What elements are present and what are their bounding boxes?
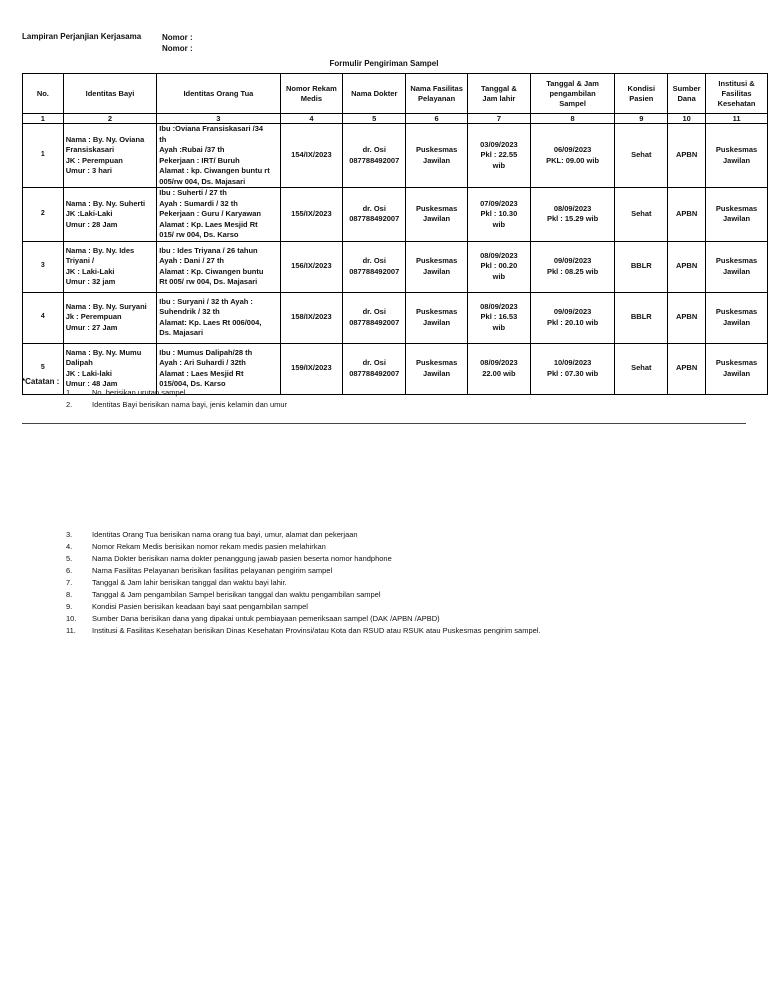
parent-identity-cell — [157, 124, 280, 188]
birth-datetime-cell-line: Pkl : 22.55 — [480, 150, 518, 160]
column-header — [530, 74, 615, 114]
nomor-block — [162, 32, 193, 54]
notes-list-part1 — [66, 387, 287, 411]
birth-datetime-cell-line: wib — [492, 219, 506, 229]
doctor-cell-line: 087788492007 — [349, 317, 400, 327]
facility-cell-line: Puskesmas — [415, 145, 458, 154]
column-header-line: Identitas Bayi — [85, 88, 135, 98]
baby-identity-cell-line: Jk : Perempuan — [65, 312, 122, 322]
baby-identity-cell-line: JK : Perempuan — [65, 155, 123, 165]
note-item — [66, 541, 541, 553]
note-item — [66, 553, 541, 565]
doctor-cell — [343, 343, 406, 394]
facility-cell-line: Puskesmas — [415, 307, 458, 316]
doctor-cell-line: 087788492007 — [349, 214, 400, 224]
institution-cell-line: Jawilan — [723, 266, 751, 276]
doctor-cell-line: dr. Osi — [362, 358, 386, 367]
form-title: Formulir Pengiriman Sampel — [329, 59, 439, 68]
baby-identity-cell-line: JK :Laki-Laki — [65, 209, 113, 218]
baby-identity-cell-line: JK : Laki-Laki — [65, 266, 115, 276]
note-number: 6. — [66, 566, 73, 575]
medical-record-cell: 154/IX/2023 — [280, 124, 343, 188]
facility-cell — [406, 292, 468, 343]
lampiran-label: Lampiran Perjanjian Kerjasama — [22, 32, 142, 41]
sample-datetime-cell — [530, 124, 615, 188]
birth-datetime-cell-line: 07/09/2023 — [480, 198, 518, 208]
baby-identity-cell-line: Nama : By. Ny. Ides — [65, 245, 135, 255]
column-header-line: Pelayanan — [418, 93, 456, 103]
column-header — [706, 74, 768, 114]
column-header-line: pengambilan — [549, 88, 596, 98]
note-text: Nama Dokter berisikan nama dokter penanggung jawab pasien beserta nomor handphone — [92, 554, 392, 563]
parent-identity-cell-line: Ayah : Ari Suhardi / 32th — [159, 358, 246, 367]
column-header-line: Institusi & — [718, 78, 755, 88]
facility-cell — [406, 188, 468, 242]
sample-datetime-cell-line: PKL: 09.00 wib — [546, 155, 600, 165]
sample-datetime-cell — [530, 292, 615, 343]
note-number: 10. — [66, 614, 77, 623]
column-header-line: Jam lahir — [482, 93, 516, 103]
column-header-line: Identitas Orang Tua — [183, 88, 254, 98]
parent-identity-cell-line: Ds. Majasari — [159, 328, 204, 337]
note-number: 2. — [66, 400, 73, 409]
column-header — [668, 74, 706, 114]
birth-datetime-cell-line: Pkl : 00.20 — [480, 261, 518, 271]
row-number: 3 — [23, 241, 64, 292]
parent-identity-cell-line: 015/ rw 004, Ds. Karso — [159, 230, 239, 239]
birth-datetime-cell-line: 22.00 wib — [482, 368, 516, 378]
column-header-line: Medis — [300, 93, 323, 103]
parent-identity-cell-line: Ibu : Suherti / 27 th — [159, 188, 227, 197]
column-header-line: Nomor Rekam — [285, 83, 337, 93]
funding-source-cell: APBN — [668, 292, 706, 343]
column-number: 11 — [706, 114, 768, 124]
birth-datetime-cell — [468, 343, 531, 394]
note-text: Identitas Bayi berisikan nama bayi, jenis kelamin dan umur — [92, 400, 288, 409]
note-text: No. berisikan urutan sampel — [92, 388, 186, 397]
baby-identity-cell-line: Triyani / — [65, 256, 95, 265]
doctor-cell — [343, 124, 406, 188]
baby-identity-cell-line: Umur : 28 Jam — [65, 219, 118, 229]
patient-condition-cell: Sehat — [615, 343, 668, 394]
note-item — [66, 529, 541, 541]
sample-datetime-cell — [530, 188, 615, 242]
parent-identity-cell-line: Rt 005/ rw 004, Ds. Majasari — [159, 277, 258, 286]
facility-cell-line: Puskesmas — [415, 358, 458, 367]
note-item — [66, 565, 541, 577]
institution-cell-line: Puskesmas — [715, 307, 758, 316]
nomor-line: Nomor : — [162, 33, 193, 42]
note-number: 7. — [66, 578, 73, 587]
birth-datetime-cell-line: wib — [492, 271, 506, 281]
sample-datetime-cell-line: Pkl : 20.10 wib — [546, 317, 599, 327]
birth-datetime-cell-line: Pkl : 10.30 — [480, 209, 518, 218]
column-number-row — [23, 114, 768, 124]
parent-identity-cell-line: th — [159, 134, 167, 144]
note-item — [66, 625, 541, 637]
birth-datetime-cell-line: 08/09/2023 — [480, 358, 518, 367]
baby-identity-cell-line: Umur : 27 Jam — [65, 322, 118, 332]
parent-identity-cell — [157, 241, 280, 292]
baby-identity-cell-line: Fransiskasari — [65, 145, 115, 154]
baby-identity-cell-line: Nama : By. Ny. Suryani — [65, 301, 147, 311]
doctor-cell — [343, 188, 406, 242]
parent-identity-cell-line: Pekerjaan : Guru / Karyawan — [159, 209, 261, 218]
baby-identity-cell — [63, 124, 157, 188]
facility-cell-line: Jawilan — [423, 317, 451, 327]
parent-identity-cell — [157, 292, 280, 343]
institution-cell-line: Jawilan — [723, 214, 751, 224]
birth-datetime-cell — [468, 188, 531, 242]
baby-identity-cell — [63, 292, 157, 343]
birth-datetime-cell — [468, 292, 531, 343]
institution-cell-line: Puskesmas — [715, 358, 758, 367]
note-text: Nomor Rekam Medis berisikan nomor rekam medis pasien melahirkan — [92, 542, 326, 551]
note-text: Sumber Dana berisikan dana yang dipakai untuk pembiayaan pemeriksaan sampel (DAK /APBN /APBD) — [92, 614, 440, 623]
column-header — [23, 74, 64, 114]
doctor-cell-line: 087788492007 — [349, 155, 400, 165]
birth-datetime-cell-line: 08/09/2023 — [480, 250, 518, 260]
institution-cell-line: Puskesmas — [715, 256, 758, 265]
facility-cell-line: Jawilan — [423, 368, 451, 378]
row-number: 5 — [23, 343, 64, 394]
doctor-cell-line: dr. Osi — [362, 307, 386, 316]
baby-identity-cell-line: Umur : 48 Jam — [65, 379, 118, 388]
institution-cell-line: Jawilan — [723, 155, 751, 165]
column-header — [280, 74, 343, 114]
facility-cell — [406, 124, 468, 188]
note-number: 3. — [66, 530, 73, 539]
parent-identity-cell-line: Ibu : Ides Triyana / 26 tahun — [159, 245, 258, 255]
column-header-line: Nama Fasilitas — [410, 83, 463, 93]
row-number: 4 — [23, 292, 64, 343]
parent-identity-cell-line: Alamat : kp. Ciwangen buntu rt — [159, 166, 270, 175]
doctor-cell-line: dr. Osi — [362, 203, 386, 213]
sample-datetime-cell-line: Pkl : 07.30 wib — [546, 368, 599, 378]
birth-datetime-cell-line: wib — [492, 160, 506, 170]
doctor-cell-line: 087788492007 — [349, 266, 400, 276]
parent-identity-cell-line: Ibu : Mumus Dalipah/28 th — [159, 347, 253, 357]
note-number: 8. — [66, 590, 73, 599]
column-header — [406, 74, 468, 114]
birth-datetime-cell-line: wib — [492, 322, 506, 332]
birth-datetime-cell-line: 03/09/2023 — [480, 139, 518, 149]
facility-cell — [406, 343, 468, 394]
column-header — [615, 74, 668, 114]
facility-cell-line: Jawilan — [423, 155, 451, 165]
table-row — [23, 292, 768, 343]
column-header-line: Kondisi — [627, 83, 656, 93]
table-row — [23, 241, 768, 292]
sample-datetime-cell-line: 06/09/2023 — [553, 145, 592, 154]
row-number: 1 — [23, 124, 64, 188]
institution-cell — [706, 241, 768, 292]
column-header-line: Sumber — [672, 83, 701, 93]
parent-identity-cell-line: Alamat : Kp. Laes Mesjid Rt — [159, 219, 258, 229]
column-header — [468, 74, 531, 114]
column-number: 8 — [530, 114, 615, 124]
funding-source-cell: APBN — [668, 343, 706, 394]
column-number: 4 — [280, 114, 343, 124]
parent-identity-cell-line: 005/rw 004, Ds. Majasari — [159, 176, 246, 186]
note-number: 5. — [66, 554, 73, 563]
note-item — [66, 613, 541, 625]
table-row — [23, 124, 768, 188]
column-header-line: Pasien — [629, 93, 654, 103]
institution-cell-line: Puskesmas — [715, 203, 758, 213]
facility-cell-line: Jawilan — [423, 214, 451, 224]
note-text: Tanggal & Jam lahir berisikan tanggal dan waktu bayi lahir. — [92, 578, 287, 587]
facility-cell-line: Jawilan — [423, 266, 451, 276]
sample-datetime-cell-line: 09/09/2023 — [553, 256, 592, 265]
parent-identity-cell-line: Alamat : Laes Mesjid Rt — [159, 368, 244, 378]
patient-condition-cell: Sehat — [615, 124, 668, 188]
parent-identity-cell-line: Pekerjaan : IRT/ Buruh — [159, 155, 240, 165]
column-header-line: No. — [36, 88, 49, 98]
baby-identity-cell — [63, 241, 157, 292]
institution-cell-line: Puskesmas — [715, 145, 758, 154]
note-item — [66, 387, 287, 399]
parent-identity-cell-line: 015/004, Ds. Karso — [159, 379, 226, 388]
sample-datetime-cell-line: 09/09/2023 — [553, 307, 592, 316]
column-number: 7 — [468, 114, 531, 124]
patient-condition-cell: BBLR — [615, 292, 668, 343]
baby-identity-cell-line: Umur : 3 hari — [65, 166, 112, 175]
column-number: 1 — [23, 114, 64, 124]
note-text: Nama Fasilitas Pelayanan berisikan fasilitas pelayanan pengirim sampel — [92, 566, 333, 575]
parent-identity-cell-line: Ayah : Dani / 27 th — [159, 256, 225, 265]
facility-cell-line: Puskesmas — [415, 256, 458, 265]
institution-cell — [706, 188, 768, 242]
note-item — [66, 577, 541, 589]
institution-cell-line: Jawilan — [723, 368, 751, 378]
column-header-line: Nama Dokter — [351, 88, 398, 98]
birth-datetime-cell — [468, 241, 531, 292]
doctor-cell — [343, 241, 406, 292]
column-number: 2 — [63, 114, 157, 124]
institution-cell-line: Jawilan — [723, 317, 751, 327]
patient-condition-cell: Sehat — [615, 188, 668, 242]
table-header-row — [23, 74, 768, 114]
column-header — [343, 74, 406, 114]
note-item — [66, 589, 541, 601]
parent-identity-cell-line: Ibu :Oviana Fransiskasari /34 — [159, 124, 264, 133]
birth-datetime-cell-line: 08/09/2023 — [480, 301, 518, 311]
column-number: 9 — [615, 114, 668, 124]
parent-identity-cell-line: Alamat: Kp. Laes Rt 006/004, — [159, 317, 262, 327]
note-text: Identitas Orang Tua berisikan nama orang tua bayi, umur, alamat dan pekerjaan — [92, 530, 358, 539]
doctor-cell-line: dr. Osi — [362, 145, 386, 154]
note-number: 4. — [66, 542, 73, 551]
column-header-line: Tanggal & Jam — [546, 78, 599, 88]
column-header-line: Dana — [677, 93, 696, 103]
sample-table — [22, 73, 768, 395]
medical-record-cell: 155/IX/2023 — [280, 188, 343, 242]
sample-datetime-cell — [530, 241, 615, 292]
notes-list-part2 — [66, 529, 541, 637]
sample-datetime-cell-line: Pkl : 15.29 wib — [546, 214, 599, 224]
table-row — [23, 188, 768, 242]
page-divider — [22, 423, 746, 424]
birth-datetime-cell-line: Pkl : 16.53 — [480, 312, 518, 322]
facility-cell — [406, 241, 468, 292]
column-header — [157, 74, 280, 114]
baby-identity-cell-line: Nama : By. Ny. Suherti — [65, 198, 146, 208]
baby-identity-cell-line: JK : Laki-laki — [65, 368, 113, 378]
column-header-line: Kesehatan — [717, 98, 756, 108]
sample-datetime-cell — [530, 343, 615, 394]
parent-identity-cell-line: Alamat : Kp. Ciwangen buntu — [159, 266, 264, 276]
parent-identity-cell-line: Ayah :Rubai /37 th — [159, 145, 225, 154]
notes-label: *Catatan : — [22, 377, 60, 386]
column-number: 10 — [668, 114, 706, 124]
parent-identity-cell-line: Ibu : Suryani / 32 th Ayah : — [159, 296, 253, 306]
baby-identity-cell — [63, 188, 157, 242]
note-item — [66, 399, 287, 411]
note-number: 9. — [66, 602, 73, 611]
sample-datetime-cell-line: 10/09/2023 — [553, 358, 592, 367]
column-number: 3 — [157, 114, 280, 124]
note-item — [66, 601, 541, 613]
medical-record-cell: 158/IX/2023 — [280, 292, 343, 343]
institution-cell — [706, 124, 768, 188]
note-number: 11. — [66, 626, 76, 635]
column-header-line: Tanggal & — [481, 83, 517, 93]
baby-identity-cell-line: Nama : By. Ny. Mumu — [65, 347, 142, 357]
medical-record-cell: 159/IX/2023 — [280, 343, 343, 394]
note-number: 1. — [66, 388, 73, 397]
column-number: 6 — [406, 114, 468, 124]
row-number: 2 — [23, 188, 64, 242]
birth-datetime-cell — [468, 124, 531, 188]
doctor-cell-line: 087788492007 — [349, 368, 400, 378]
institution-cell — [706, 343, 768, 394]
institution-cell — [706, 292, 768, 343]
note-text: Kondisi Pasien berisikan keadaan bayi saat pengambilan sampel — [92, 602, 308, 611]
parent-identity-cell-line: Suhendrik / 32 th — [159, 307, 220, 316]
baby-identity-cell-line: Nama : By. Ny. Oviana — [65, 134, 145, 144]
patient-condition-cell: BBLR — [615, 241, 668, 292]
funding-source-cell: APBN — [668, 188, 706, 242]
parent-identity-cell — [157, 188, 280, 242]
facility-cell-line: Puskesmas — [415, 203, 458, 213]
parent-identity-cell-line: Ayah : Sumardi / 32 th — [159, 198, 238, 208]
column-header — [63, 74, 157, 114]
funding-source-cell: APBN — [668, 124, 706, 188]
column-header-line: Fasilitas — [721, 88, 752, 98]
sample-datetime-cell-line: Pkl : 08.25 wib — [546, 266, 599, 276]
note-text: Institusi & Fasilitas Kesehatan berisikan Dinas Kesehatan Provinsi/atau Kota dan RSUD atau RSUK atau Puskesmas pengirim sampel. — [92, 626, 541, 635]
baby-identity-cell-line: Umur : 32 jam — [65, 277, 116, 286]
baby-identity-cell-line: Dalipah — [65, 358, 93, 367]
doctor-cell-line: dr. Osi — [362, 256, 386, 265]
medical-record-cell: 156/IX/2023 — [280, 241, 343, 292]
nomor-line: Nomor : — [162, 44, 193, 53]
sample-datetime-cell-line: 08/09/2023 — [553, 203, 592, 213]
column-header-line: Sampel — [559, 98, 586, 108]
note-text: Tanggal & Jam pengambilan Sampel berisikan tanggal dan waktu pengambilan sampel — [92, 590, 381, 599]
doctor-cell — [343, 292, 406, 343]
column-number: 5 — [343, 114, 406, 124]
funding-source-cell: APBN — [668, 241, 706, 292]
